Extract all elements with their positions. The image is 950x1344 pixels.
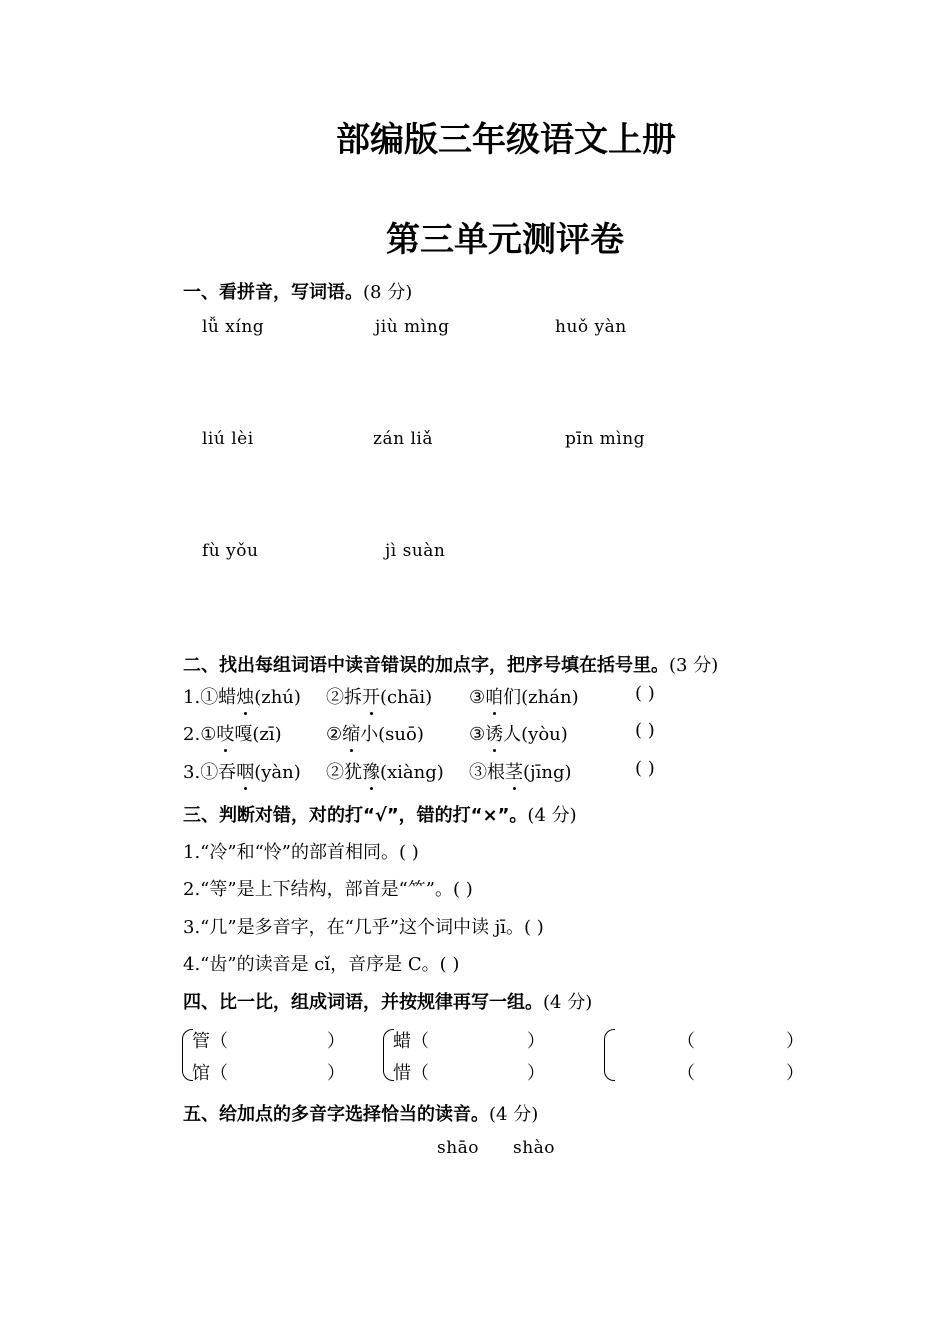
pinyin-choice: shāo bbox=[437, 1138, 480, 1158]
judge-item: 2.“等”是上下结构，部首是“⺮”。( ) bbox=[183, 879, 473, 900]
pinyin-item: jiù mìng bbox=[375, 317, 450, 337]
question-row: 2.①吱嘎(zī) bbox=[183, 720, 282, 746]
brace-icon bbox=[604, 1029, 615, 1081]
section-5-heading bbox=[183, 1100, 538, 1126]
question-option: ②犹豫(xiàng) bbox=[326, 758, 444, 784]
dotted-char: 诱 bbox=[485, 720, 503, 746]
dotted-char: 咱 bbox=[485, 683, 503, 709]
open-paren: （ bbox=[677, 1063, 695, 1084]
word-group-2-b: 惜（ bbox=[393, 1063, 429, 1084]
word-group-1-b: 馆（ bbox=[192, 1063, 228, 1084]
section-5-title: 五、给加点的多音字选择恰当的读音。 bbox=[183, 1104, 489, 1125]
dotted-char: 咽 bbox=[236, 758, 254, 784]
close-paren: ） bbox=[786, 1063, 804, 1084]
pinyin-item: jì suàn bbox=[385, 541, 446, 561]
section-4-title: 四、比一比，组成词语，并按规律再写一组。 bbox=[183, 992, 543, 1013]
answer-blank[interactable]: ( ) bbox=[635, 720, 655, 741]
dotted-char: 烛 bbox=[236, 683, 254, 709]
judge-item: 3.“几”是多音字，在“几乎”这个词中读 jī。( ) bbox=[183, 917, 544, 938]
question-option: ③咱们(zhán) bbox=[469, 683, 579, 709]
page-subtitle: 第三单元测评卷 bbox=[386, 220, 624, 260]
close-paren: ） bbox=[527, 1031, 545, 1052]
section-2-heading bbox=[183, 651, 718, 677]
dotted-char: 开 bbox=[362, 683, 380, 709]
section-3-title: 三、判断对错，对的打“√”，错的打“×”。 bbox=[183, 805, 528, 826]
question-option: ③根茎(jīng) bbox=[469, 758, 572, 784]
pinyin-item: lǚ xíng bbox=[202, 317, 265, 337]
section-1-points: (8 分) bbox=[363, 282, 413, 303]
page-title: 部编版三年级语文上册 bbox=[336, 120, 676, 160]
section-1-title: 一、看拼音，写词语。 bbox=[183, 282, 363, 303]
dotted-char: 豫 bbox=[362, 758, 380, 784]
section-3-points: (4 分) bbox=[527, 805, 577, 826]
question-option: ②拆开(chāi) bbox=[326, 683, 432, 709]
question-option: ②缩小(suō) bbox=[326, 720, 424, 746]
question-row: 1.①蜡烛(zhú) bbox=[183, 683, 301, 709]
pinyin-item: zán liǎ bbox=[373, 429, 433, 449]
pinyin-choice: shào bbox=[513, 1138, 556, 1158]
close-paren: ） bbox=[327, 1031, 345, 1052]
pinyin-item: huǒ yàn bbox=[555, 317, 627, 337]
section-5-points: (4 分) bbox=[489, 1104, 539, 1125]
section-4-points: (4 分) bbox=[543, 992, 593, 1013]
section-4-heading bbox=[183, 988, 592, 1014]
dotted-char: 缩 bbox=[342, 720, 360, 746]
question-option: ③诱人(yòu) bbox=[469, 720, 568, 746]
pinyin-item: liú lèi bbox=[202, 429, 254, 449]
question-row: 3.①吞咽(yàn) bbox=[183, 758, 301, 784]
answer-blank[interactable]: ( ) bbox=[635, 683, 655, 704]
pinyin-item: fù yǒu bbox=[202, 541, 259, 561]
dotted-char: 茎 bbox=[505, 758, 523, 784]
pinyin-item: pīn mìng bbox=[565, 429, 646, 449]
word-group-1-a: 管（ bbox=[192, 1031, 228, 1052]
section-2-points: (3 分) bbox=[669, 655, 719, 676]
dotted-char: 吱 bbox=[216, 720, 234, 746]
close-paren: ） bbox=[527, 1063, 545, 1084]
open-paren: （ bbox=[677, 1031, 695, 1052]
section-1-heading bbox=[183, 278, 412, 304]
answer-blank[interactable]: ( ) bbox=[635, 758, 655, 779]
close-paren: ） bbox=[786, 1031, 804, 1052]
section-3-heading bbox=[183, 801, 577, 827]
close-paren: ） bbox=[327, 1063, 345, 1084]
judge-item: 4.“齿”的读音是 cǐ，音序是 C。( ) bbox=[183, 954, 460, 975]
section-2-title: 二、找出每组词语中读音错误的加点字，把序号填在括号里。 bbox=[183, 655, 669, 676]
judge-item: 1.“冷”和“怜”的部首相同。( ) bbox=[183, 842, 419, 863]
word-group-2-a: 蜡（ bbox=[393, 1031, 429, 1052]
